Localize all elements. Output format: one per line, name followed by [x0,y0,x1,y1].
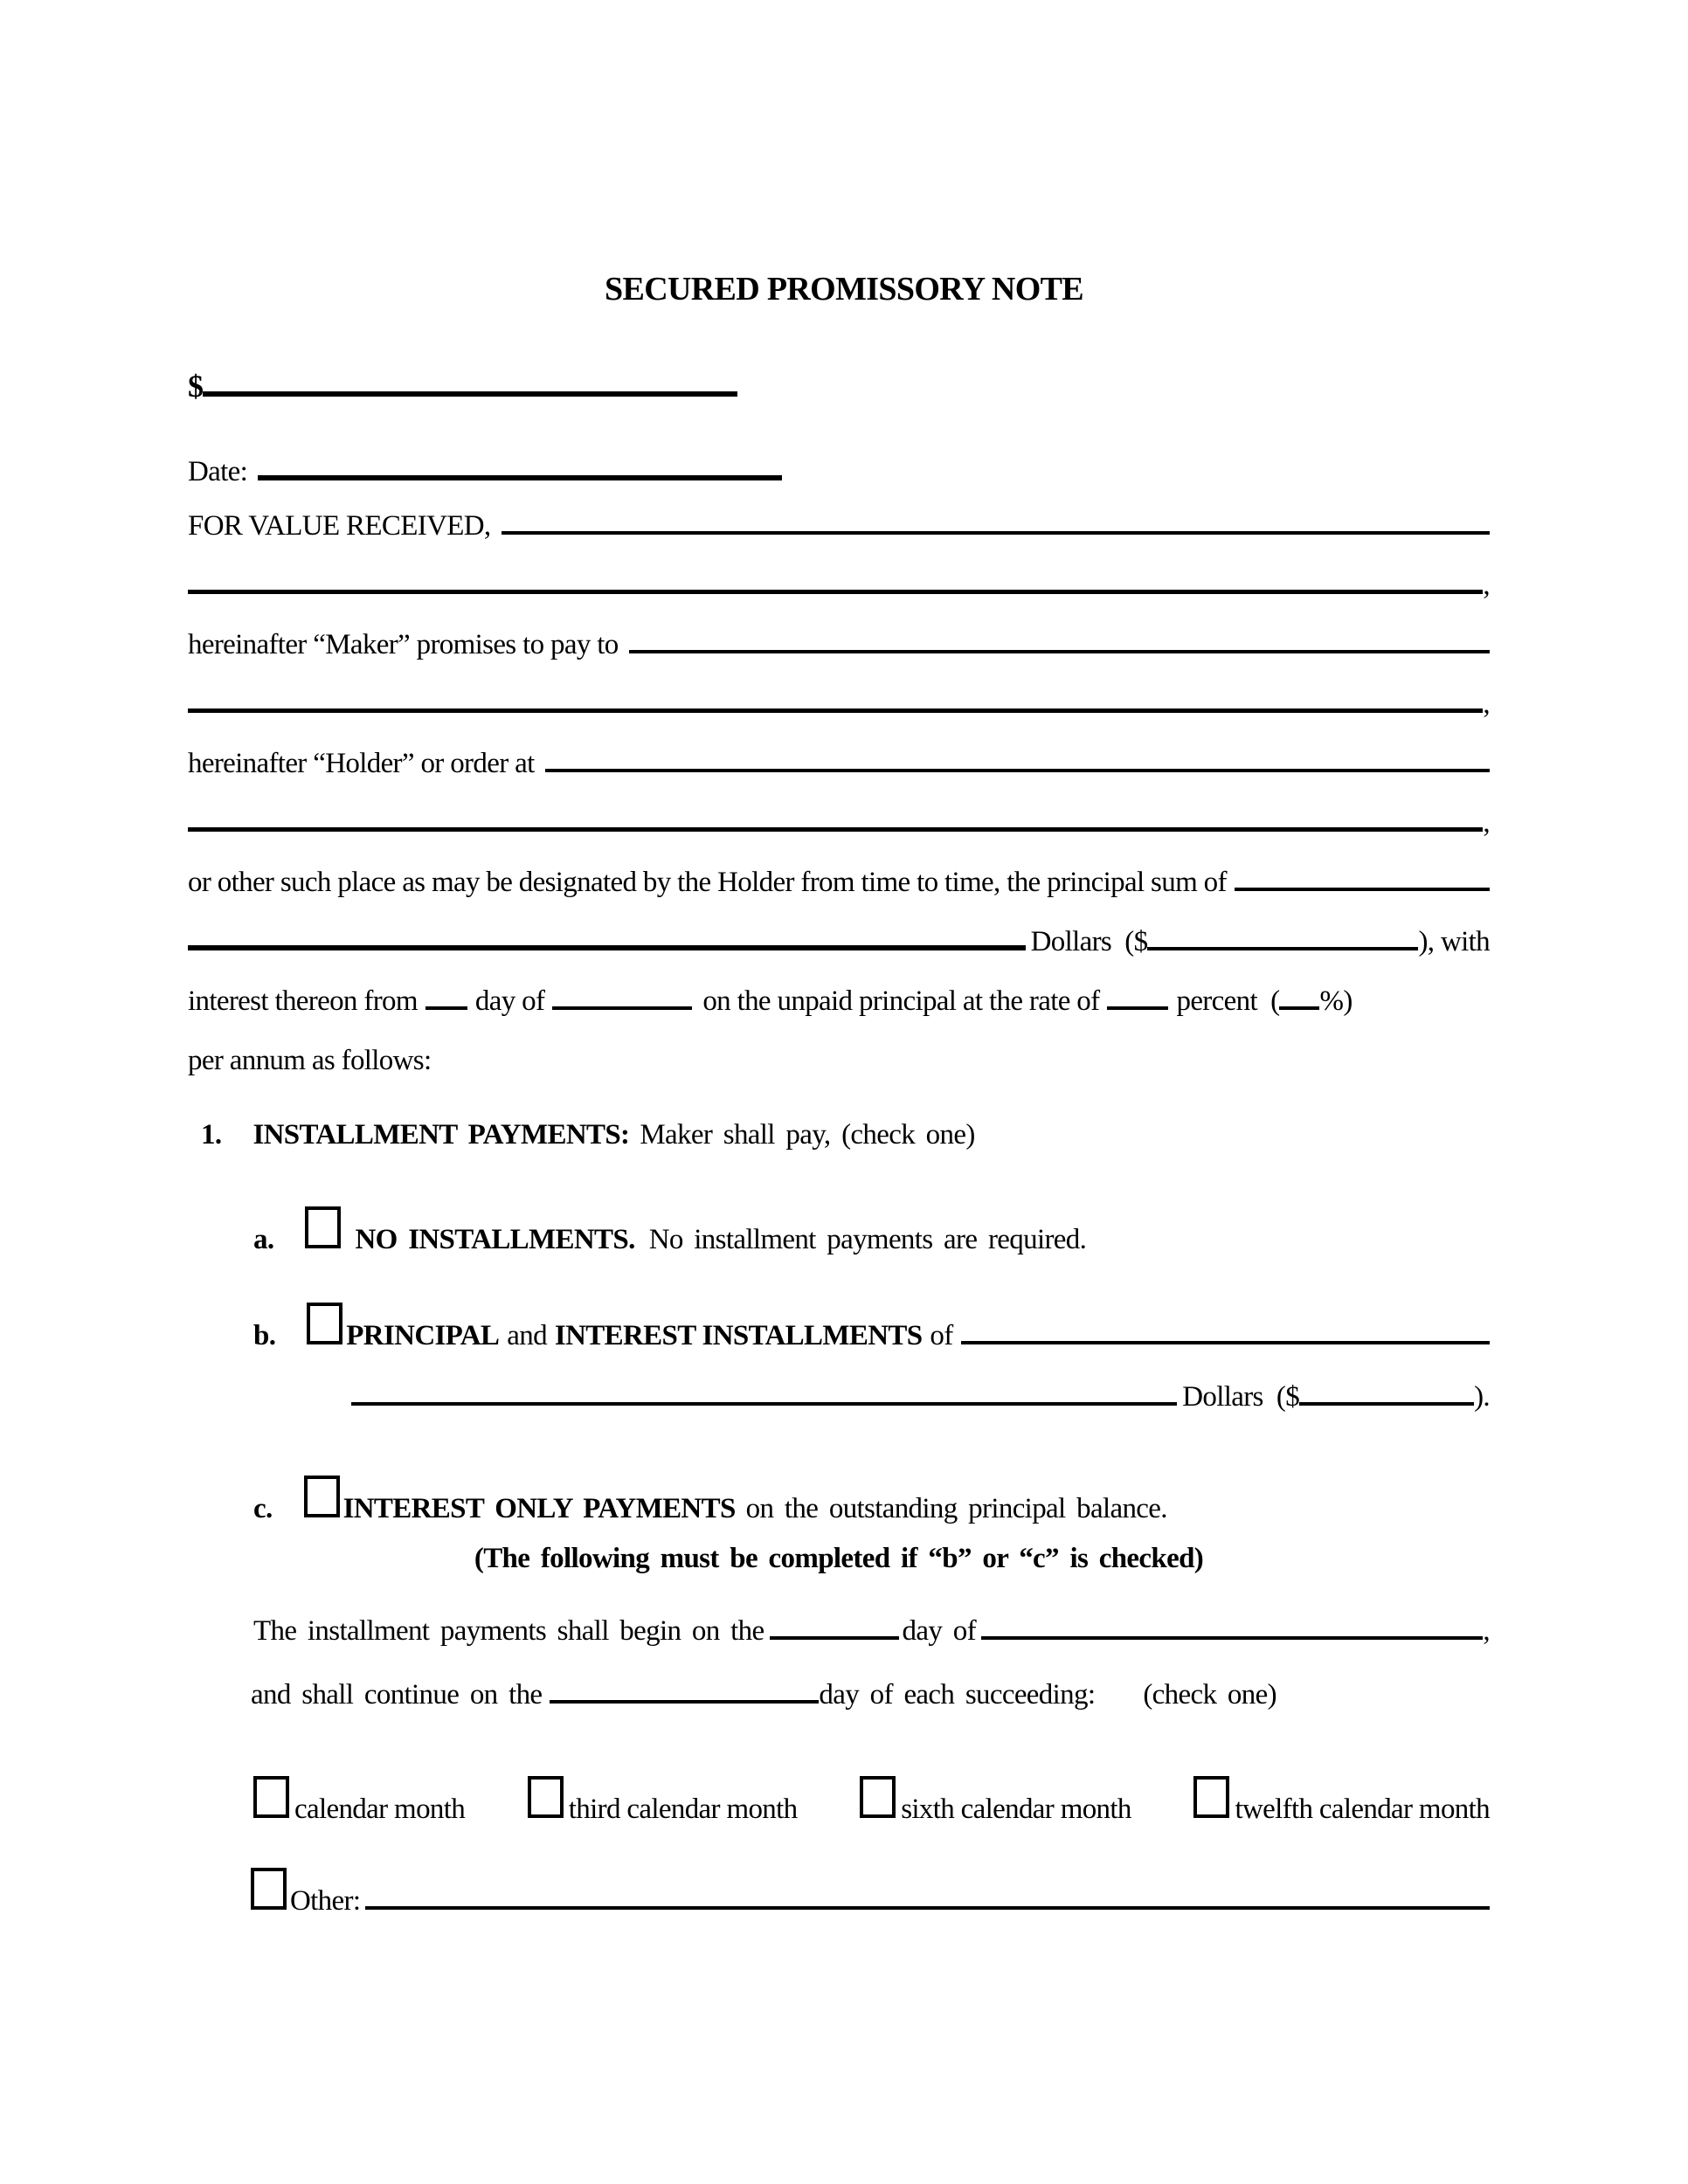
item-b-title-2: INTEREST INSTALLMENTS [554,1320,923,1351]
place-clause-text: or other such place as may be designated by the Holder from time to time, the principal sum of [188,867,1227,898]
checkbox-no-installments[interactable] [305,1206,341,1248]
document-title: SECURED PROMISSORY NOTE [605,271,1083,308]
checkbox-sixth-calendar-month[interactable] [860,1776,896,1818]
item-b-tail-text: of [930,1320,953,1351]
begin-clause-1: The installment payments shall begin on the [253,1615,764,1647]
dollars-label: Dollars ($ [1030,926,1148,957]
amount-blank-field[interactable] [203,391,737,397]
maker-clause-text: hereinafter “Maker” promises to pay to [188,629,619,660]
item-b-letter: b. [253,1320,276,1351]
checkbox-third-calendar-month[interactable] [528,1776,564,1818]
interest-clause-3: on the unpaid principal at the rate of [702,985,1100,1017]
begin-clause-3: , [1483,1615,1490,1647]
section1-heading-note: Maker shall pay, (check one) [640,1119,975,1151]
interest-day-blank-field[interactable] [425,1006,467,1010]
principal-sum-blank-field[interactable] [1235,888,1490,891]
interest-rate-blank-field[interactable] [1107,1006,1168,1010]
item-b-dollars-label: Dollars ($ [1182,1381,1300,1413]
payee-name-blank-field[interactable] [629,650,1490,653]
principal-amount-blank-field[interactable] [1147,947,1418,950]
checkbox-calendar-month[interactable] [253,1776,289,1818]
principal-sum-words-blank-field[interactable] [188,945,1026,950]
date-blank-field[interactable] [258,475,782,480]
dollars-suffix-text: ), with [1418,926,1490,957]
interest-month-blank-field[interactable] [552,1006,692,1010]
checkbox-other[interactable] [251,1868,287,1910]
item-b-dollars-suffix: ). [1474,1381,1490,1413]
interest-clause-1: interest thereon from [188,985,418,1017]
section1-number: 1. [201,1119,222,1151]
item-a-text: No installment payments are required. [648,1224,1087,1255]
option-third-calendar-month-label: third calendar month [568,1794,798,1825]
continue-clause-1: and shall continue on the [251,1679,543,1711]
begin-month-blank-field[interactable] [981,1636,1483,1640]
comma-text: , [1483,570,1490,601]
checkbox-interest-only-payments[interactable] [304,1476,340,1517]
continue-check-one-text: (check one) [1143,1679,1276,1711]
holder-address-blank-field[interactable] [545,769,1490,772]
maker-name-blank-field-2[interactable] [188,590,1483,594]
option-twelfth-calendar-month-label: twelfth calendar month [1235,1794,1490,1825]
item-b-title-1: PRINCIPAL [346,1320,500,1351]
continue-clause-2: day of each succeeding: [819,1679,1096,1711]
comma-text: , [1483,688,1490,720]
item-b-mid-text: and [507,1320,547,1351]
continue-day-blank-field[interactable] [550,1700,819,1704]
option-calendar-month-label: calendar month [294,1794,466,1825]
item-c-letter: c. [253,1493,273,1524]
completion-note-text: (The following must be completed if “b” or “c” is checked) [474,1543,1204,1574]
begin-clause-2: day of [902,1615,976,1647]
installment-sum-words-blank-field[interactable] [351,1402,1177,1406]
interest-clause-2: day of [474,985,545,1017]
holder-clause-text: hereinafter “Holder” or order at [188,748,535,779]
date-label: Date: [188,456,248,487]
begin-day-blank-field[interactable] [770,1636,899,1640]
option-sixth-calendar-month-label: sixth calendar month [901,1794,1131,1825]
item-a-title: NO INSTALLMENTS. [355,1224,635,1255]
maker-name-blank-field[interactable] [502,531,1490,535]
other-label: Other: [290,1885,361,1917]
interest-clause-4: percent ( [1176,985,1280,1017]
for-value-received-text: FOR VALUE RECEIVED, [188,510,491,542]
installment-amount-blank-field[interactable] [1299,1402,1474,1406]
per-annum-text: per annum as follows: [188,1045,432,1076]
holder-address-blank-field-2[interactable] [188,827,1483,832]
amount-prefix: $ [188,369,204,404]
item-c-title: INTEREST ONLY PAYMENTS [342,1493,736,1524]
checkbox-twelfth-calendar-month[interactable] [1193,1776,1229,1818]
item-c-text: on the outstanding principal balance. [745,1493,1167,1524]
checkbox-principal-interest-installments[interactable] [307,1303,342,1344]
installment-sum-blank-field[interactable] [961,1341,1490,1344]
section1-heading: INSTALLMENT PAYMENTS: [253,1119,630,1151]
interest-clause-5: %) [1319,985,1352,1017]
other-blank-field[interactable] [365,1906,1490,1910]
comma-text: , [1483,807,1490,839]
payee-name-blank-field-2[interactable] [188,708,1483,713]
interest-rate-percent-blank-field[interactable] [1279,1006,1319,1010]
item-a-letter: a. [253,1224,274,1255]
